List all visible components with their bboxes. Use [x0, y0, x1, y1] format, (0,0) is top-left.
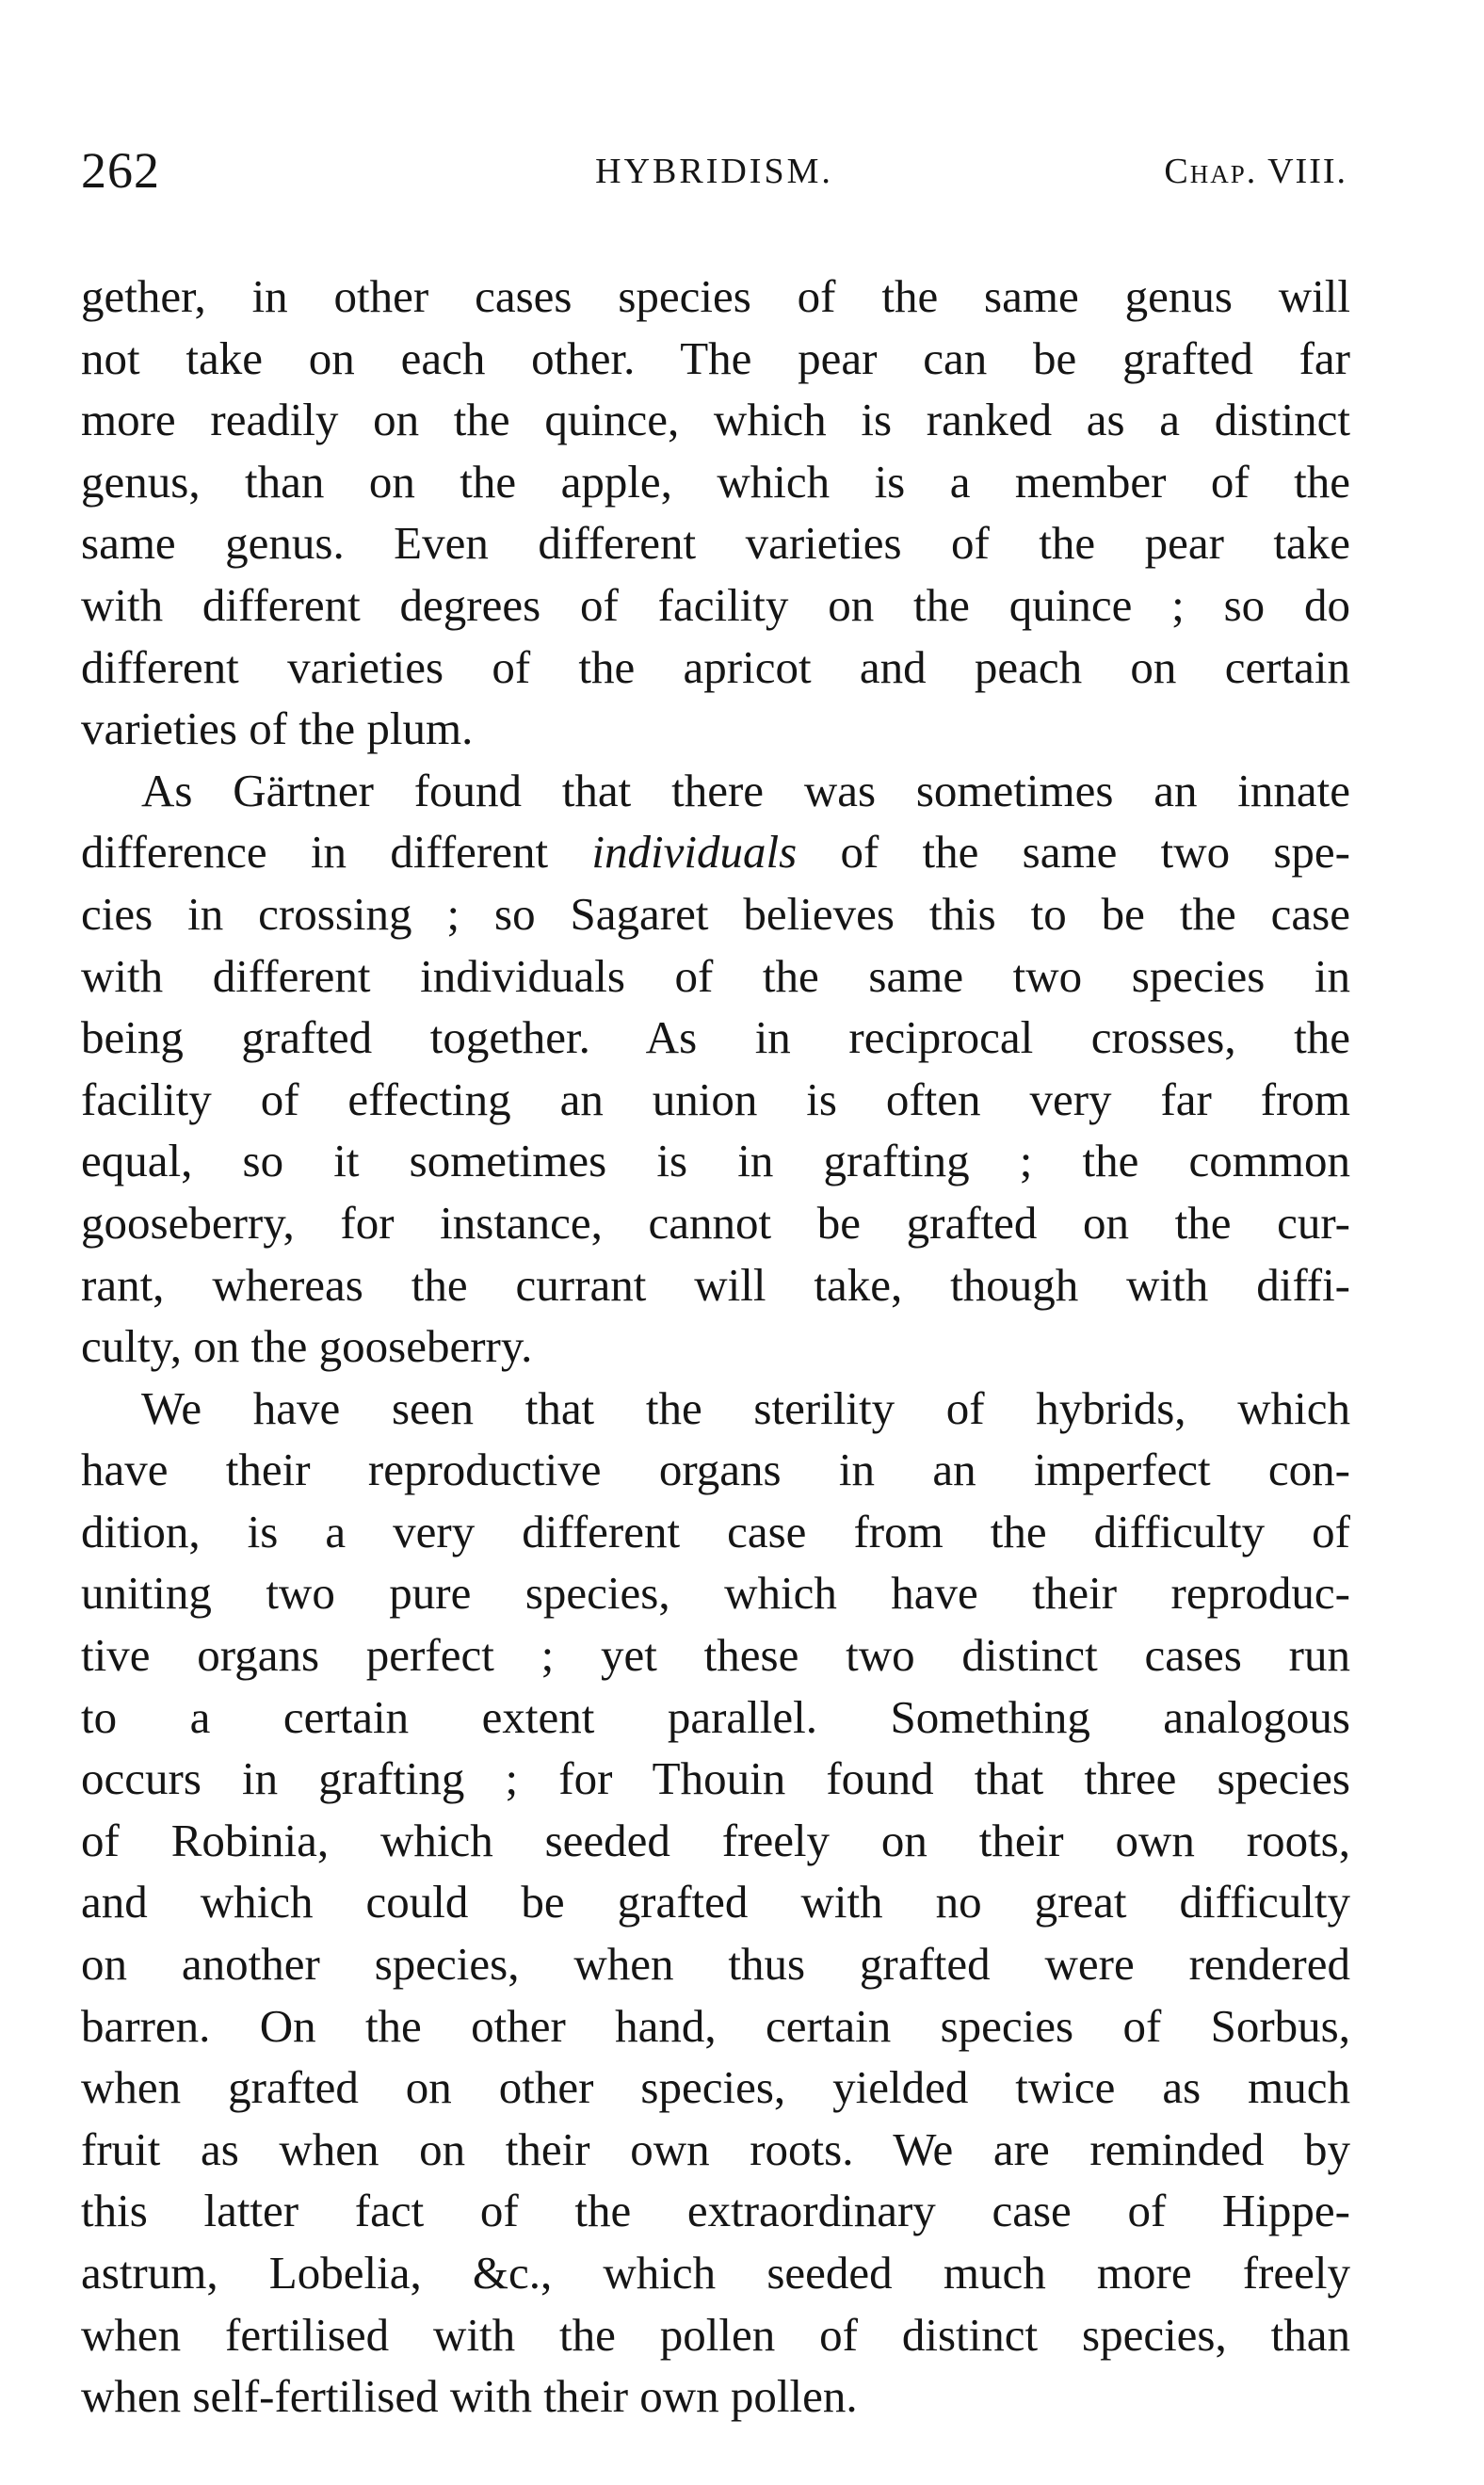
text-line: different varieties of the apricot and peach on certain	[81, 640, 1350, 693]
text-line: culty, on the gooseberry.	[81, 1320, 533, 1373]
text-line: rant, whereas the currant will take, though with diffi-	[81, 1258, 1350, 1311]
text-line: this latter fact of the extraordinary case of Hippe-	[81, 2185, 1350, 2237]
running-head	[81, 141, 1347, 207]
text-line: with different individuals of the same two species in	[81, 949, 1350, 1002]
paragraph-2	[81, 760, 1350, 1378]
text-line: to a certain extent parallel. Something analogous	[81, 1690, 1350, 1743]
text-line: We have seen that the sterility of hybrids, which	[141, 1381, 1350, 1434]
text-line: uniting two pure species, which have their reproduc-	[81, 1567, 1350, 1620]
text-line: gooseberry, for instance, cannot be grafted on the cur-	[81, 1196, 1350, 1249]
text-line: when grafted on other species, yielded twice as much	[81, 2061, 1350, 2114]
italic-word: individuals	[591, 826, 798, 879]
text-segment: of the same two spe-	[797, 826, 1350, 879]
chapter-label: Chap. VIII.	[1164, 152, 1347, 191]
text-line: being grafted together. As in reciprocal crosses, the	[81, 1011, 1350, 1064]
body-text	[81, 266, 1350, 2428]
text-line: with different degrees of facility on the quince ; so do	[81, 578, 1350, 631]
text-line: have their reproductive organs in an imperfect con-	[81, 1444, 1350, 1496]
text-line: and which could be grafted with no great difficulty	[81, 1876, 1350, 1928]
text-line: genus, than on the apple, which is a member of the	[81, 455, 1350, 508]
text-line: of Robinia, which seeded freely on their own roots,	[81, 1814, 1350, 1866]
paragraph-1	[81, 266, 1350, 760]
text-line: not take on each other. The pear can be grafted far	[81, 331, 1350, 384]
text-line: astrum, Lobelia, &c., which seeded much more freely	[81, 2247, 1350, 2299]
text-line: fruit as when on their own roots. We are reminded by	[81, 2122, 1350, 2175]
text-line: dition, is a very different case from the difficulty of	[81, 1505, 1350, 1557]
page-number: 262	[81, 142, 160, 199]
text-line: more readily on the quince, which is ranked as a distinct	[81, 394, 1350, 446]
text-line: occurs in grafting ; for Thouin found that three species	[81, 1752, 1350, 1805]
text-line: equal, so it sometimes is in grafting ; the common	[81, 1135, 1350, 1187]
text-line: tive organs perfect ; yet these two distinct cases run	[81, 1629, 1350, 1682]
text-line: varieties of the plum.	[81, 702, 474, 755]
text-line-mixed	[81, 821, 1350, 883]
text-line: cies in crossing ; so Sagaret believes this to be the case	[81, 887, 1350, 940]
text-line: facility of effecting an union is often very far from	[81, 1073, 1350, 1125]
text-segment: difference in different	[81, 826, 592, 879]
text-line: when fertilised with the pollen of distinct species, than	[81, 2308, 1350, 2361]
text-line: same genus. Even different varieties of the pear take	[81, 517, 1350, 570]
text-line: gether, in other cases species of the same genus will	[81, 270, 1350, 322]
paragraph-3	[81, 1378, 1350, 2428]
text-line: barren. On the other hand, certain species of Sorbus,	[81, 1999, 1350, 2052]
running-title: HYBRIDISM.	[595, 152, 833, 191]
text-line: on another species, when thus grafted were rendered	[81, 1938, 1350, 1991]
text-line: As Gärtner found that there was sometimes an innate	[141, 764, 1350, 816]
text-line: when self-fertilised with their own pollen.	[81, 2370, 858, 2423]
